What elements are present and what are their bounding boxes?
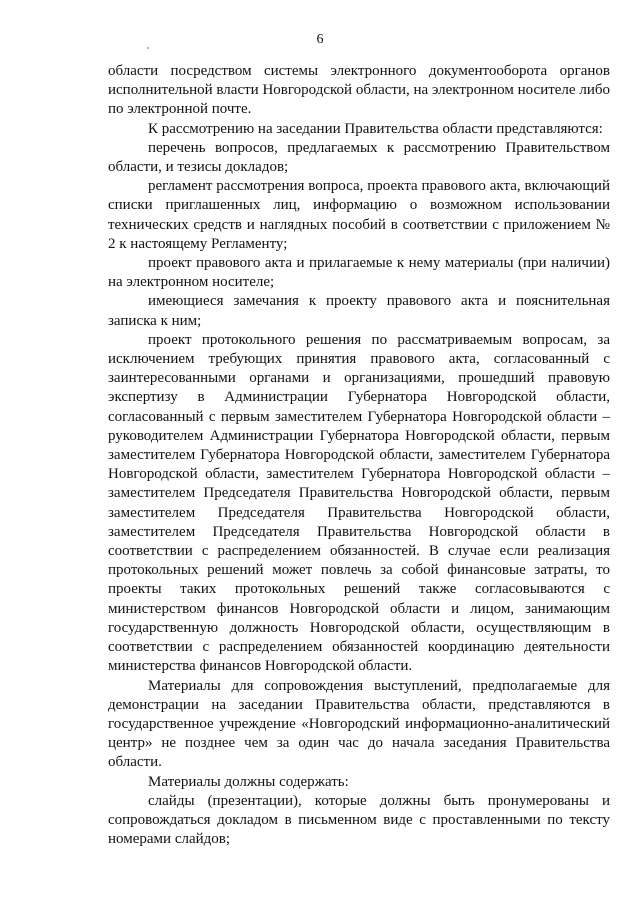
paragraph-item-questions: перечень вопросов, предлагаемых к рассмотрению Правительством области, и тезисы докладов; xyxy=(108,139,610,176)
paragraph-item-slides: слайды (презентации), которые должны быть пронумерованы и сопровождаться докладом в письменном виде с проставленными по тексту номерами слайдов; xyxy=(108,792,610,848)
paragraph-item-draft-act: проект правового акта и прилагаемые к нему материалы (при наличии) на электронном носителе; xyxy=(108,255,610,291)
document-body xyxy=(108,62,610,849)
paragraph-item-remarks: имеющиеся замечания к проекту правового акта и пояснительная записка к ним; xyxy=(108,293,610,329)
paragraph-presentation-materials: Материалы для сопровождения выступлений, предполагаемые для демонстрации на заседании Правительства области, представляются в государственное учреждение «Новгородский информационно-аналитический центр» не позднее чем за один час до начала заседания Правительства области. xyxy=(108,677,610,771)
paragraph-intro-list: К рассмотрению на заседании Правительства области представляются: xyxy=(148,120,603,137)
paragraph-materials-contents: Материалы должны содержать: xyxy=(148,773,349,790)
scan-speck xyxy=(147,47,149,49)
paragraph-item-regulation: регламент рассмотрения вопроса, проекта правового акта, включающий списки приглашенных лиц, информацию о возможном использовании технических средств и наглядных пособий в соответствии с приложением № 2 к настоящему Регламенту; xyxy=(108,178,610,252)
paragraph-continuation: области посредством системы электронного документооборота органов исполнительной власти Новгородской области, на электронном носителе либо по электронной почте. xyxy=(108,63,610,118)
paragraph-item-protocol-decision: проект протокольного решения по рассматриваемым вопросам, за исключением требующих принятия правового акта, согласованный с заинтересованными органами и организациями, прошедший правовую экспертизу в Администрации Губернатора Новгородской области, согласованный с первым заместителем Губернатора Новгородской области – руководителем Администрации Губернатора Новгородской области, первым заместителем Губернатора Новгородской области, заместителем Губернатора Новгородской области, заместителем Губернатора Новгородской области – заместителем Председателя Правительства Новгородской области, первым заместителем Председателя Правительства Новгородской области, заместителем Председателя Правительства Новгородской области в соответствии с распределением обязанностей. В случае если реализация протокольных решений может повлечь за собой финансовые затраты, то проекты таких протокольных решений также согласовываются с министерством финансов Новгородской области и лицом, занимающим государственную должность Новгородской области, осуществляющим в соответствии с распределением обязанностей координацию деятельности министерства финансов Новгородской области. xyxy=(108,331,610,675)
page-number: 6 xyxy=(316,32,324,47)
